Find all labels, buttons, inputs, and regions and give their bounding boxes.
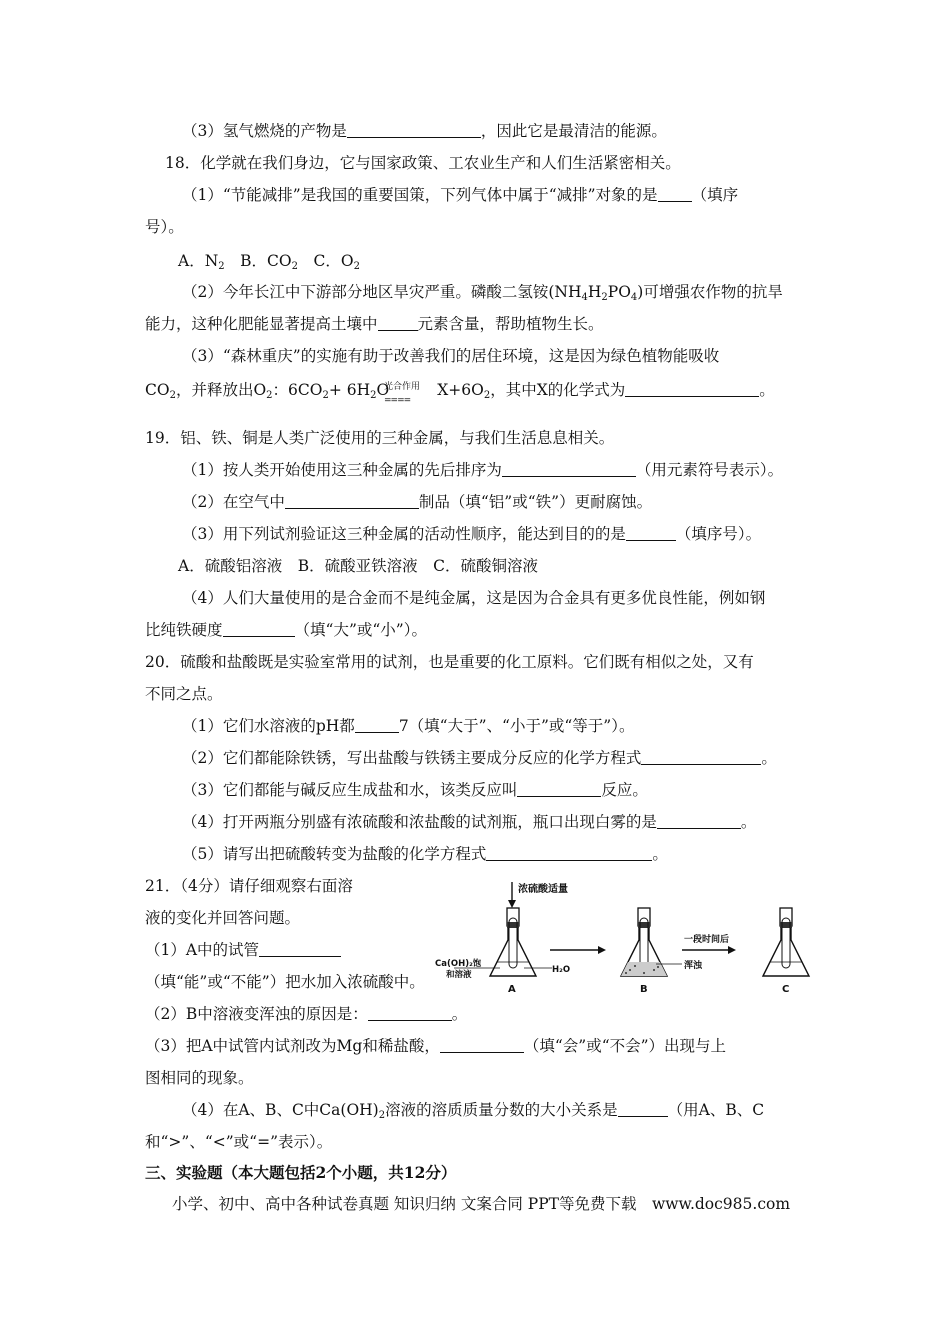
answer-blank[interactable]: [502, 461, 636, 477]
q20-stem-cont: 不同之点。: [145, 685, 223, 703]
q21-stem-cont: 液的变化并回答问题。: [145, 909, 301, 927]
q19-options: A．硫酸铝溶液 B．硫酸亚铁溶液 C．硫酸铜溶液: [178, 557, 538, 575]
q19-part2: （2）在空气中 制品（填“铝”或“铁”）更耐腐蚀。: [182, 493, 653, 511]
arrowhead-b-c: [728, 946, 736, 954]
q19-stem: 19．铝、铁、铜是人类广泛使用的三种金属，与我们生活息息相关。: [145, 429, 615, 447]
answer-blank[interactable]: [641, 749, 761, 765]
flask-b-label: B: [640, 984, 648, 995]
q18-part3: （3）“森林重庆”的实施有助于改善我们的居住环境，这是因为绿色植物能吸收: [182, 347, 720, 365]
flask-c: [763, 908, 809, 976]
acid-label: 浓硫酸适量: [518, 884, 568, 895]
q18-part2-cont: 能力，这种化肥能显著提高土壤中 元素含量，帮助植物生长。: [145, 315, 604, 333]
h2o-label: H₂O: [552, 965, 571, 975]
reaction-condition: 光合作用: [384, 382, 421, 392]
answer-blank[interactable]: [347, 122, 481, 138]
answer-blank[interactable]: [223, 621, 295, 637]
arrowhead-a-b: [598, 946, 606, 954]
acid-arrowhead: [508, 900, 516, 908]
flask-c-label: C: [782, 984, 790, 995]
q20-stem: 20．硫酸和盐酸既是实验室常用的试剂，也是重要的化工原料。它们既有相似之处，又有: [145, 653, 754, 671]
q19-part1: （1）按人类开始使用这三种金属的先后排序为 （用元素符号表示）。: [182, 461, 784, 479]
q20-part4: （4）打开两瓶分别盛有浓硫酸和浓盐酸的试剂瓶，瓶口出现白雾的是 。: [182, 813, 757, 831]
q20-part5: （5）请写出把硫酸转变为盐酸的化学方程式 。: [182, 845, 668, 863]
q17-part3: （3）氢气燃烧的产物是 ，因此它是最清洁的能源。: [182, 122, 667, 140]
q19-part4-cont: 比纯铁硬度 （填“大”或“小”）。: [145, 621, 427, 639]
answer-blank[interactable]: [618, 1101, 668, 1117]
q21-part4: （4）在A、B、C中$Ca(OH)_2$溶液的溶质质量分数的大小关系是 （用A、B、C: [182, 1101, 765, 1121]
q18-part1-cont: 号）。: [145, 218, 184, 236]
q21-part4-cont: 和“>”、“<”或“=”表示）。: [145, 1133, 333, 1151]
caoh-label: Ca(OH)₂饱: [435, 959, 482, 969]
q21-part3: （3）把A中试管内试剂改为Mg和稀盐酸， （填“会”或“不会”）出现与上: [145, 1037, 727, 1055]
q18-part2: （2）今年长江中下游部分地区旱灾严重。磷酸二氢铵$(NH_4H_2PO_4)$可增强农作物的抗旱: [182, 283, 783, 303]
answer-blank[interactable]: [355, 717, 399, 733]
answer-blank[interactable]: [285, 493, 419, 509]
q20-part2: （2）它们都能除铁锈，写出盐酸与铁锈主要成分反应的化学方程式 。: [182, 749, 777, 767]
answer-blank[interactable]: [626, 525, 676, 541]
answer-blank[interactable]: [625, 381, 759, 397]
section3-heading: 三、实验题（本大题包括2个小题，共12分）: [145, 1163, 457, 1182]
q19-part4: （4）人们大量使用的是合金而不是纯金属，这是因为合金具有更多优良性能，例如钢: [182, 589, 766, 607]
q18-stem: 18．化学就在我们身边，它与国家政策、工农业生产和人们生活紧密相关。: [165, 154, 681, 172]
answer-blank[interactable]: [517, 781, 601, 797]
q21-stem: 21．（4分）请仔细观察右面溶: [145, 877, 353, 895]
answer-blank[interactable]: [378, 315, 418, 331]
q19-part3: （3）用下列试剂验证这三种金属的活动性顺序，能达到目的的是 （填序号）。: [182, 525, 762, 543]
flask-a-label: A: [508, 984, 516, 995]
turbid-label: 浑浊: [684, 961, 703, 971]
q18-part1: （1）“节能减排”是我国的重要国策，下列气体中属于“减排”对象的是 （填序: [182, 186, 739, 204]
q21-part3-cont: 图相同的现象。: [145, 1069, 254, 1087]
caoh-label-2: 和溶液: [446, 970, 472, 980]
q21-part1: （1）A中的试管: [145, 940, 341, 960]
flask-b: [621, 908, 682, 976]
answer-blank[interactable]: [657, 813, 741, 829]
equals-sign: ====: [384, 396, 411, 406]
answer-blank[interactable]: [658, 186, 692, 202]
q18-options: A．$N_2$ B．$CO_2$ C．$O_2$: [178, 252, 360, 272]
q21-part1-cont: （填“能”或“不能”）把水加入浓硫酸中。: [145, 973, 425, 991]
q21-part2: （2）B中溶液变浑浊的原因是： 。: [145, 1005, 468, 1023]
q20-part1: （1）它们水溶液的pH都 7（填“大于”、“小于”或“等于”）。: [182, 717, 635, 735]
answer-blank[interactable]: [486, 845, 652, 861]
time-label: 一段时间后: [684, 935, 730, 945]
answer-blank[interactable]: [259, 941, 341, 957]
footer-text: 小学、初中、高中各种试卷真题 知识归纳 文案合同 PPT等免费下载 www.doc985.com: [172, 1195, 791, 1213]
q18-part3-cont: $CO_2$，并释放出$O_2$：$6CO_2+ 6H_2O$ $X+6O_2$，其中X的化学式为 。: [145, 381, 775, 401]
answer-blank[interactable]: [440, 1037, 524, 1053]
experiment-figure: [430, 878, 830, 1008]
q20-part3: （3）它们都能与碱反应生成盐和水，该类反应叫 反应。: [182, 781, 648, 799]
